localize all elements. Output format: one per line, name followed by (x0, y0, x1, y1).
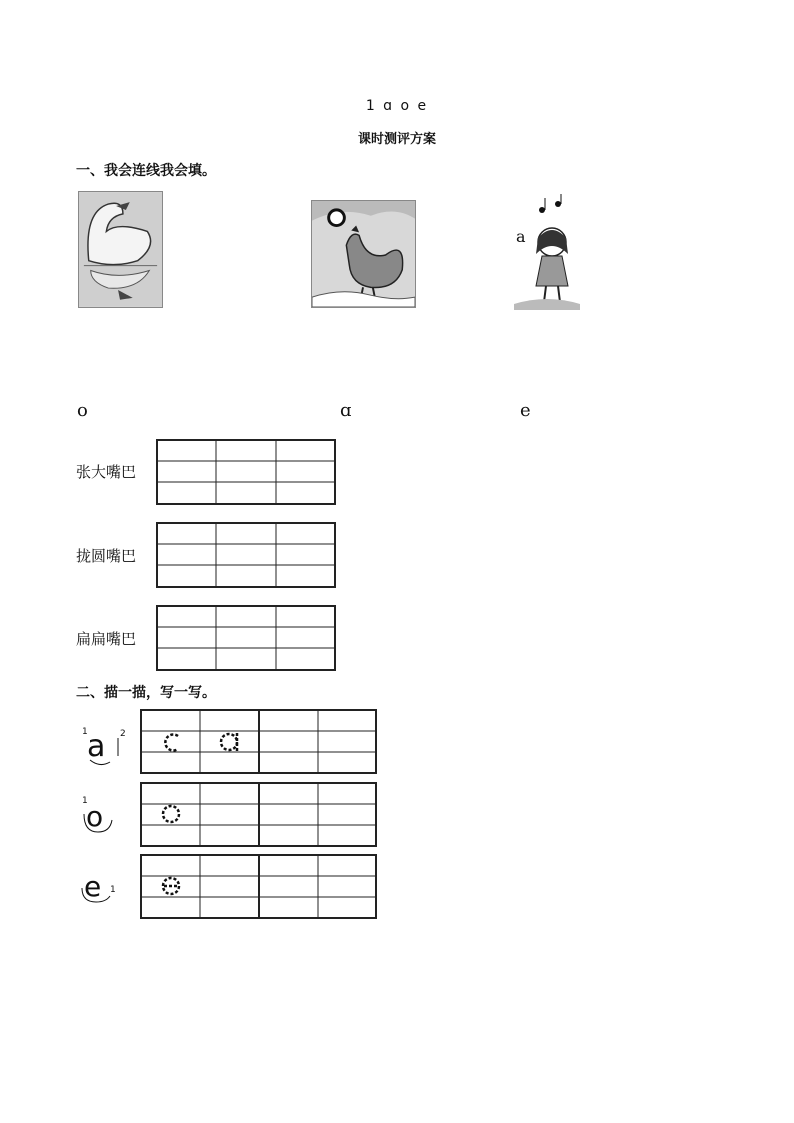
letter-o: o (77, 400, 88, 421)
writing-grid[interactable] (156, 439, 336, 505)
grid-lines (158, 524, 334, 586)
svg-text:a: a (87, 729, 106, 764)
section-2-heading: 二、描一描，写一写。 (76, 685, 216, 701)
letter-e: e (520, 400, 531, 421)
page-title: 1 ɑ o e (365, 98, 429, 114)
grid-lines (142, 711, 375, 772)
tracing-grid-o[interactable] (140, 782, 377, 847)
grid-lines (158, 607, 334, 669)
svg-text:1: 1 (82, 796, 88, 806)
svg-text:1: 1 (110, 885, 116, 895)
grid-lines (142, 784, 375, 845)
svg-text:o: o (86, 800, 104, 833)
mouth-shape-open: 张大嘴巴 (76, 463, 137, 481)
singing-girl-picture (514, 194, 580, 310)
tracing-grid-e[interactable] (140, 854, 377, 919)
goose-icon (79, 192, 162, 307)
writing-grid[interactable] (156, 605, 336, 671)
letter-e-stroke-order-icon (80, 866, 130, 906)
mouth-shape-round: 拢圆嘴巴 (76, 547, 137, 565)
letter-o-stroke-order-icon (80, 794, 130, 834)
svg-text:e: e (84, 870, 102, 903)
section-1-heading: 一、我会连线我会填。 (76, 163, 216, 179)
writing-grid[interactable] (156, 522, 336, 588)
mouth-shape-flat: 扁扁嘴巴 (76, 630, 137, 648)
svg-text:1: 1 (82, 727, 88, 737)
letter-a: ɑ (340, 400, 352, 421)
svg-text:2: 2 (120, 729, 126, 739)
tracing-grid-a[interactable] (140, 709, 377, 774)
letter-a-stroke-order-icon (82, 724, 132, 766)
girl-icon (514, 194, 580, 310)
grid-lines (142, 856, 375, 917)
svg-text:a: a (516, 227, 526, 246)
rooster-icon (312, 201, 415, 307)
goose-picture (78, 191, 163, 308)
page-subtitle: 课时测评方案 (357, 132, 436, 147)
grid-lines (158, 441, 334, 503)
rooster-picture (311, 200, 416, 308)
